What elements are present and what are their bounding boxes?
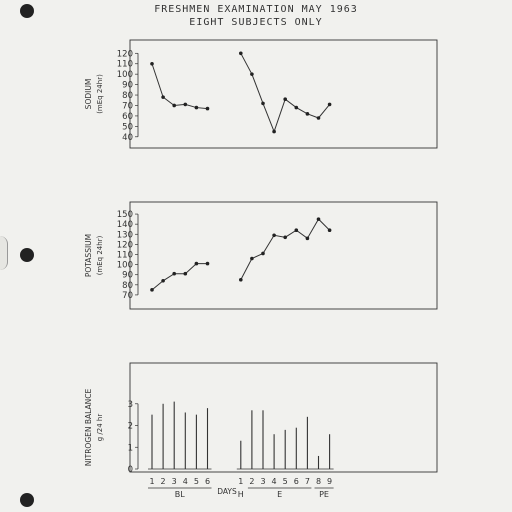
data-point-1-0-3 bbox=[184, 272, 188, 276]
y-axis-label-1: POTASSIUM bbox=[84, 233, 93, 278]
x-tick-label-13: 8 bbox=[315, 477, 322, 486]
data-point-0-1-5 bbox=[295, 106, 299, 110]
y-tick-label-0-50: 50 bbox=[122, 122, 133, 133]
data-point-1-0-2 bbox=[172, 272, 176, 276]
y-axis-unit-2: g /24 hr bbox=[96, 413, 104, 442]
data-point-1-1-3 bbox=[272, 233, 276, 237]
x-tick-label-5: 6 bbox=[204, 477, 211, 486]
group-label-1: H bbox=[237, 490, 244, 499]
y-tick-label-1-140: 140 bbox=[116, 220, 133, 231]
page-title: FRESHMEN EXAMINATION MAY 1963 bbox=[154, 4, 358, 15]
x-tick-label-9: 4 bbox=[271, 477, 277, 486]
plot-frame-2 bbox=[127, 363, 437, 472]
y-tick-label-0-60: 60 bbox=[122, 111, 133, 122]
x-tick-label-7: 2 bbox=[249, 477, 255, 486]
y-tick-label-1-70: 70 bbox=[122, 290, 133, 301]
data-point-0-1-2 bbox=[261, 102, 265, 106]
data-point-1-0-5 bbox=[206, 262, 210, 266]
data-point-1-0-1 bbox=[161, 279, 165, 283]
y-tick-label-2-3: 3 bbox=[127, 399, 133, 410]
series-line-1-1 bbox=[241, 219, 330, 280]
data-point-0-1-1 bbox=[250, 72, 254, 76]
y-tick-label-0-100: 100 bbox=[116, 70, 133, 81]
x-tick-label-6: 1 bbox=[238, 477, 244, 486]
y-tick-label-0-90: 90 bbox=[122, 80, 133, 91]
y-tick-label-1-100: 100 bbox=[116, 260, 133, 271]
data-point-0-1-0 bbox=[239, 52, 243, 56]
group-label-0: BL bbox=[174, 490, 185, 499]
y-tick-label-1-130: 130 bbox=[116, 230, 133, 241]
plot-frame-1 bbox=[130, 202, 437, 309]
y-tick-label-2-0: 0 bbox=[127, 465, 133, 475]
data-point-1-0-4 bbox=[195, 262, 199, 266]
y-tick-label-0-80: 80 bbox=[122, 91, 133, 102]
data-point-1-1-2 bbox=[261, 252, 265, 256]
data-point-0-0-3 bbox=[184, 103, 188, 107]
plot-frame-0 bbox=[130, 40, 437, 148]
x-tick-label-2: 3 bbox=[171, 477, 177, 486]
data-point-1-0-0 bbox=[150, 288, 154, 292]
data-point-0-1-4 bbox=[283, 97, 287, 101]
data-point-0-1-3 bbox=[272, 130, 276, 134]
y-tick-label-0-120: 120 bbox=[116, 49, 133, 60]
y-axis-label-0: SODIUM bbox=[84, 78, 93, 110]
y-axis-label-2: NITROGEN BALANCE bbox=[84, 388, 93, 467]
data-point-0-0-4 bbox=[195, 106, 199, 110]
data-point-0-0-0 bbox=[150, 62, 154, 66]
page-subtitle: EIGHT SUBJECTS ONLY bbox=[189, 17, 323, 28]
data-point-0-0-2 bbox=[172, 104, 176, 108]
x-tick-label-4: 5 bbox=[193, 477, 199, 486]
data-point-0-1-7 bbox=[317, 116, 321, 120]
series-line-1-0 bbox=[152, 264, 208, 290]
y-tick-label-0-40: 40 bbox=[122, 132, 133, 143]
x-tick-label-10: 5 bbox=[282, 477, 288, 486]
y-tick-label-2-1: 1 bbox=[127, 443, 133, 454]
y-tick-label-2-2: 2 bbox=[127, 421, 133, 432]
x-tick-label-1: 2 bbox=[160, 477, 166, 486]
x-tick-label-12: 7 bbox=[304, 477, 310, 486]
data-point-0-1-6 bbox=[306, 112, 310, 116]
y-tick-label-1-110: 110 bbox=[116, 250, 133, 261]
y-axis-unit-0: (mEq 24hr) bbox=[96, 74, 104, 114]
x-tick-label-0: 1 bbox=[149, 477, 155, 486]
y-tick-label-0-110: 110 bbox=[116, 59, 133, 70]
data-point-0-1-8 bbox=[328, 103, 332, 107]
y-axis-unit-1: (mEq 24hr) bbox=[96, 235, 104, 276]
y-tick-label-1-120: 120 bbox=[116, 240, 133, 251]
y-tick-label-0-70: 70 bbox=[122, 101, 133, 112]
data-point-1-1-7 bbox=[317, 217, 321, 221]
series-line-0-0 bbox=[152, 64, 208, 109]
data-point-1-1-6 bbox=[306, 237, 310, 241]
y-tick-label-1-150: 150 bbox=[116, 210, 133, 221]
y-tick-label-1-80: 80 bbox=[122, 280, 133, 291]
data-point-1-1-4 bbox=[283, 236, 287, 240]
data-point-0-0-5 bbox=[206, 107, 210, 111]
data-point-0-0-1 bbox=[161, 95, 165, 99]
x-tick-label-3: 4 bbox=[182, 477, 188, 486]
data-point-1-1-8 bbox=[328, 228, 332, 232]
group-label-2: E bbox=[277, 490, 283, 499]
data-point-1-1-1 bbox=[250, 257, 254, 261]
group-label-3: PE bbox=[319, 490, 329, 499]
x-axis-days-label: DAYS bbox=[217, 487, 237, 496]
x-tick-label-14: 9 bbox=[327, 477, 333, 486]
data-point-1-1-0 bbox=[239, 278, 243, 282]
y-tick-label-1-90: 90 bbox=[122, 270, 133, 281]
data-point-1-1-5 bbox=[295, 228, 299, 232]
x-tick-label-11: 6 bbox=[293, 477, 299, 486]
series-line-0-1 bbox=[241, 53, 330, 131]
x-tick-label-8: 3 bbox=[260, 477, 266, 486]
